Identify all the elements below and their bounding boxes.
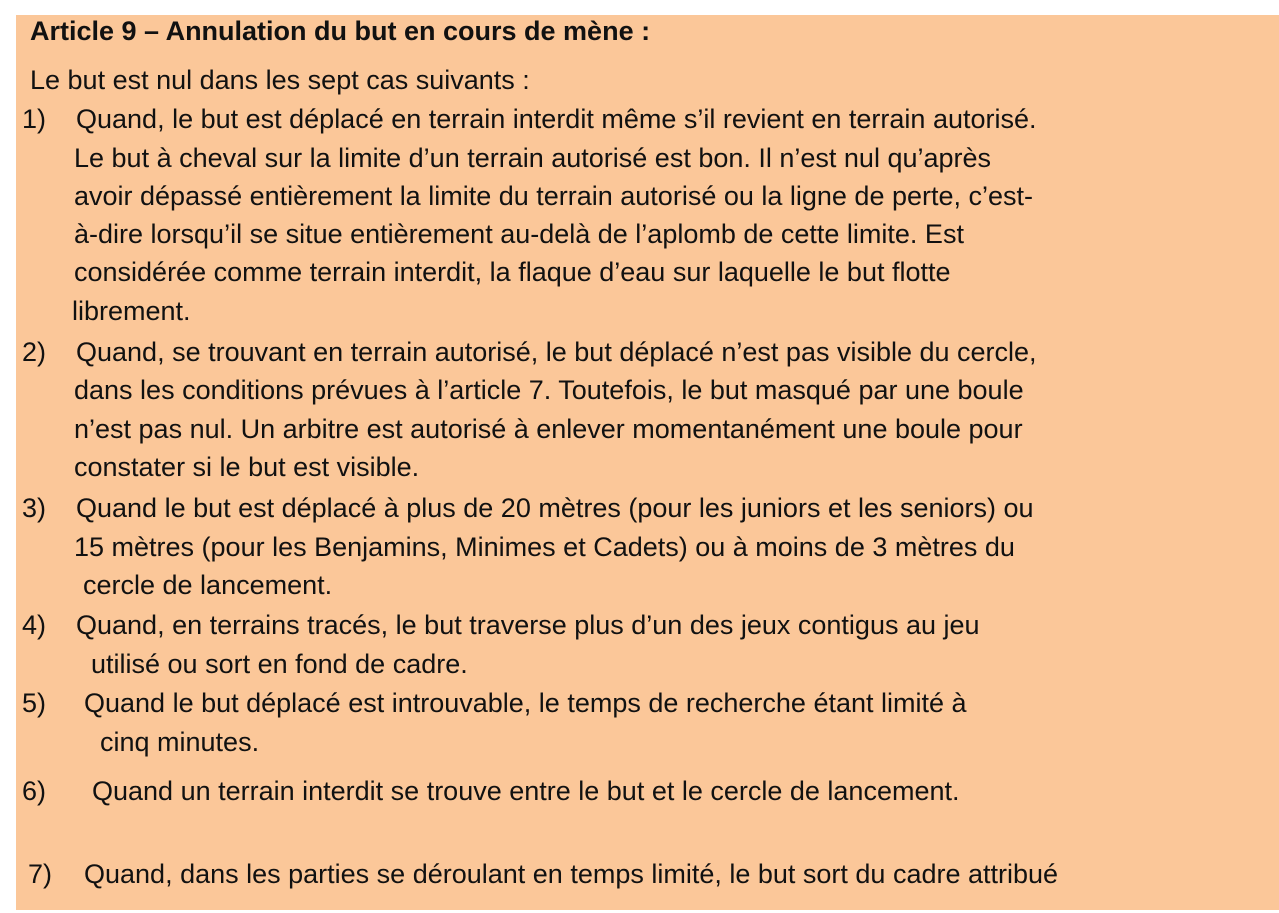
item-line: librement.: [72, 296, 191, 326]
item-line: cercle de lancement.: [83, 570, 333, 600]
item-line: constater si le but est visible.: [74, 452, 420, 482]
item-line: cinq minutes.: [100, 727, 260, 757]
item-line: n’est pas nul. Un arbitre est autorisé à enlever momentanément une boule pour: [74, 414, 1023, 444]
slide-panel: [16, 15, 1279, 910]
item-line: Quand, le but est déplacé en terrain interdit même s’il revient en terrain autorisé.: [76, 104, 1037, 134]
item-line: à-dire lorsqu’il se situe entièrement au-delà de l’aplomb de cette limite. Est: [74, 219, 964, 249]
item-line: Quand, en terrains tracés, le but traverse plus d’un des jeux contigus au jeu: [76, 610, 980, 640]
item-line: Le but à cheval sur la limite d’un terrain autorisé est bon. Il n’est nul qu’après: [74, 143, 992, 173]
item-number: 5): [22, 688, 47, 718]
item-line: Quand le but déplacé est introuvable, le temps de recherche étant limité à: [84, 688, 967, 718]
intro-text: Le but est nul dans les sept cas suivants :: [30, 65, 530, 95]
item-line: utilisé ou sort en fond de cadre.: [91, 649, 468, 679]
item-number: 1): [22, 104, 47, 134]
item-line: avoir dépassé entièrement la limite du terrain autorisé ou la ligne de perte, c’est-: [74, 181, 1034, 211]
item-number: 6): [22, 776, 47, 806]
item-line: Quand, dans les parties se déroulant en temps limité, le but sort du cadre attribué: [84, 859, 1059, 889]
item-line: Quand un terrain interdit se trouve entre le but et le cercle de lancement.: [92, 776, 960, 806]
item-line: considérée comme terrain interdit, la flaque d’eau sur laquelle le but flotte: [74, 257, 951, 287]
item-number: 7): [28, 859, 53, 889]
item-number: 4): [22, 610, 47, 640]
item-line: dans les conditions prévues à l’article 7. Toutefois, le but masqué par une boule: [74, 375, 1024, 405]
item-number: 3): [22, 493, 47, 523]
item-number: 2): [22, 337, 47, 367]
article-title: Article 9 – Annulation du but en cours de mène :: [30, 16, 651, 46]
item-line: Quand le but est déplacé à plus de 20 mètres (pour les juniors et les seniors) ou: [76, 493, 1034, 523]
item-line: Quand, se trouvant en terrain autorisé, le but déplacé n’est pas visible du cercle,: [76, 337, 1037, 367]
item-line: 15 mètres (pour les Benjamins, Minimes et Cadets) ou à moins de 3 mètres du: [74, 532, 1015, 562]
